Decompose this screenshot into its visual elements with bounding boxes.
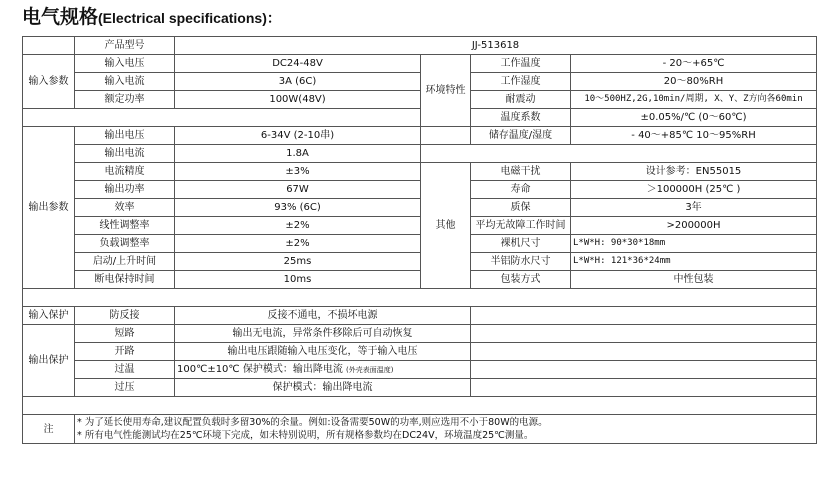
title-english: (Electrical specifications)：	[98, 10, 281, 26]
warranty-label: 质保	[471, 199, 571, 217]
output-protect-group-label: 输出保护	[23, 325, 75, 397]
output-current-label: 输出电流	[75, 145, 175, 163]
notes-content	[75, 415, 817, 444]
table-row	[23, 397, 817, 415]
spec-table	[22, 36, 817, 444]
open-value: 输出电压跟随输入电压变化，等于输入电压	[175, 343, 471, 361]
table-row	[23, 307, 817, 325]
table-row	[23, 289, 817, 307]
env-temp-label: 工作温度	[471, 55, 571, 73]
emi-value: 设计参考：EN55015	[571, 163, 817, 181]
emi-label: 电磁干扰	[471, 163, 571, 181]
table-row	[23, 253, 817, 271]
model-value: JJ-513618	[175, 37, 817, 55]
input-voltage-value: DC24-48V	[175, 55, 421, 73]
table-row	[23, 415, 817, 444]
overvolt-value: 保护模式：输出降电流	[175, 379, 471, 397]
overvolt-label: 过压	[75, 379, 175, 397]
output-power-label: 输出功率	[75, 181, 175, 199]
env-vibration-label: 耐震动	[471, 91, 571, 109]
table-row	[23, 361, 817, 379]
table-row	[23, 199, 817, 217]
accuracy-label: 电流精度	[75, 163, 175, 181]
life-value: ＞100000H (25℃ )	[571, 181, 817, 199]
warranty-value: 3年	[571, 199, 817, 217]
env-humidity-label: 工作湿度	[471, 73, 571, 91]
table-row	[23, 109, 817, 127]
bare-size-label: 裸机尺寸	[471, 235, 571, 253]
mtbf-value: >200000H	[571, 217, 817, 235]
reverse-value: 反接不通电，不损坏电源	[175, 307, 471, 325]
load-reg-value: ±2%	[175, 235, 421, 253]
spacer-cell	[471, 307, 817, 325]
output-group-label: 输出参数	[23, 127, 75, 289]
spacer-cell	[471, 361, 817, 379]
table-row	[23, 181, 817, 199]
efficiency-value: 93% (6C)	[175, 199, 421, 217]
line-reg-label: 线性调整率	[75, 217, 175, 235]
table-row	[23, 379, 817, 397]
env-humidity-value: 20～80%RH	[571, 73, 817, 91]
input-current-label: 输入电流	[75, 73, 175, 91]
table-row	[23, 55, 817, 73]
table-row	[23, 73, 817, 91]
env-temp-coef-label: 温度系数	[471, 109, 571, 127]
other-group-label: 其他	[421, 163, 471, 289]
table-row	[23, 145, 817, 163]
spacer-row	[23, 397, 817, 415]
storage-value: - 40～+85℃ 10～95%RH	[571, 127, 817, 145]
model-label: 产品型号	[75, 37, 175, 55]
reverse-label: 防反接	[75, 307, 175, 325]
overtemp-label: 过温	[75, 361, 175, 379]
bare-size-value: L*W*H: 90*30*18mm	[571, 235, 817, 253]
overtemp-note: (外壳表面温度)	[346, 365, 394, 374]
rise-time-label: 启动/上升时间	[75, 253, 175, 271]
table-row	[23, 325, 817, 343]
spacer-row	[23, 289, 817, 307]
short-label: 短路	[75, 325, 175, 343]
line-reg-value: ±2%	[175, 217, 421, 235]
output-current-value: 1.8A	[175, 145, 421, 163]
input-power-label: 额定功率	[75, 91, 175, 109]
input-current-value: 3A (6C)	[175, 73, 421, 91]
table-row	[23, 217, 817, 235]
storage-label: 储存温度/湿度	[471, 127, 571, 145]
hold-time-value: 10ms	[175, 271, 421, 289]
overtemp-value	[175, 361, 471, 379]
spacer-cell	[471, 379, 817, 397]
input-group-label: 输入参数	[23, 55, 75, 109]
output-voltage-label: 输出电压	[75, 127, 175, 145]
spacer-cell	[471, 325, 817, 343]
input-voltage-label: 输入电压	[75, 55, 175, 73]
overtemp-text: 100℃±10℃ 保护模式：输出降电流	[177, 363, 343, 375]
load-reg-label: 负载调整率	[75, 235, 175, 253]
spacer-cell	[421, 127, 471, 145]
spacer-cell	[23, 109, 421, 127]
hold-time-label: 断电保持时间	[75, 271, 175, 289]
spacer-cell	[421, 145, 817, 163]
efficiency-label: 效率	[75, 199, 175, 217]
table-row	[23, 91, 817, 109]
package-label: 包装方式	[471, 271, 571, 289]
table-row	[23, 127, 817, 145]
input-protect-group-label: 输入保护	[23, 307, 75, 325]
env-group-label: 环境特性	[421, 55, 471, 127]
short-value: 输出无电流，异常条件移除后可自动恢复	[175, 325, 471, 343]
input-power-value: 100W(48V)	[175, 91, 421, 109]
accuracy-value: ±3%	[175, 163, 421, 181]
table-row	[23, 271, 817, 289]
table-row	[23, 343, 817, 361]
table-row	[23, 37, 817, 55]
life-label: 寿命	[471, 181, 571, 199]
table-row	[23, 163, 817, 181]
half-size-value: L*W*H: 121*36*24mm	[571, 253, 817, 271]
env-temp-coef-value: ±0.05%/℃ (0～60℃)	[571, 109, 817, 127]
table-row	[23, 235, 817, 253]
spacer-cell	[471, 343, 817, 361]
rise-time-value: 25ms	[175, 253, 421, 271]
title-chinese: 电气规格	[22, 6, 99, 28]
notes-label: 注	[23, 415, 75, 444]
open-label: 开路	[75, 343, 175, 361]
output-power-value: 67W	[175, 181, 421, 199]
note-line-2: * 所有电气性能测试均在25℃环境下完成，如未特别说明，所有规格参数均在DC24V，环境温度25℃测量。	[77, 430, 534, 441]
env-temp-value: - 20～+65℃	[571, 55, 817, 73]
page-title	[22, 4, 281, 30]
output-voltage-value: 6-34V (2-10串)	[175, 127, 421, 145]
mtbf-label: 平均无故障工作时间	[471, 217, 571, 235]
half-size-label: 半铝防水尺寸	[471, 253, 571, 271]
package-value: 中性包装	[571, 271, 817, 289]
empty-cell	[23, 37, 75, 55]
env-vibration-value: 10～500HZ,2G,10min/周期, X、Y、Z方向各60min	[571, 91, 817, 109]
note-line-1: * 为了延长使用寿命,建议配置负载时多留30%的余量。例如:设备需要50W的功率,则应选用不小于80W的电源。	[77, 417, 548, 428]
